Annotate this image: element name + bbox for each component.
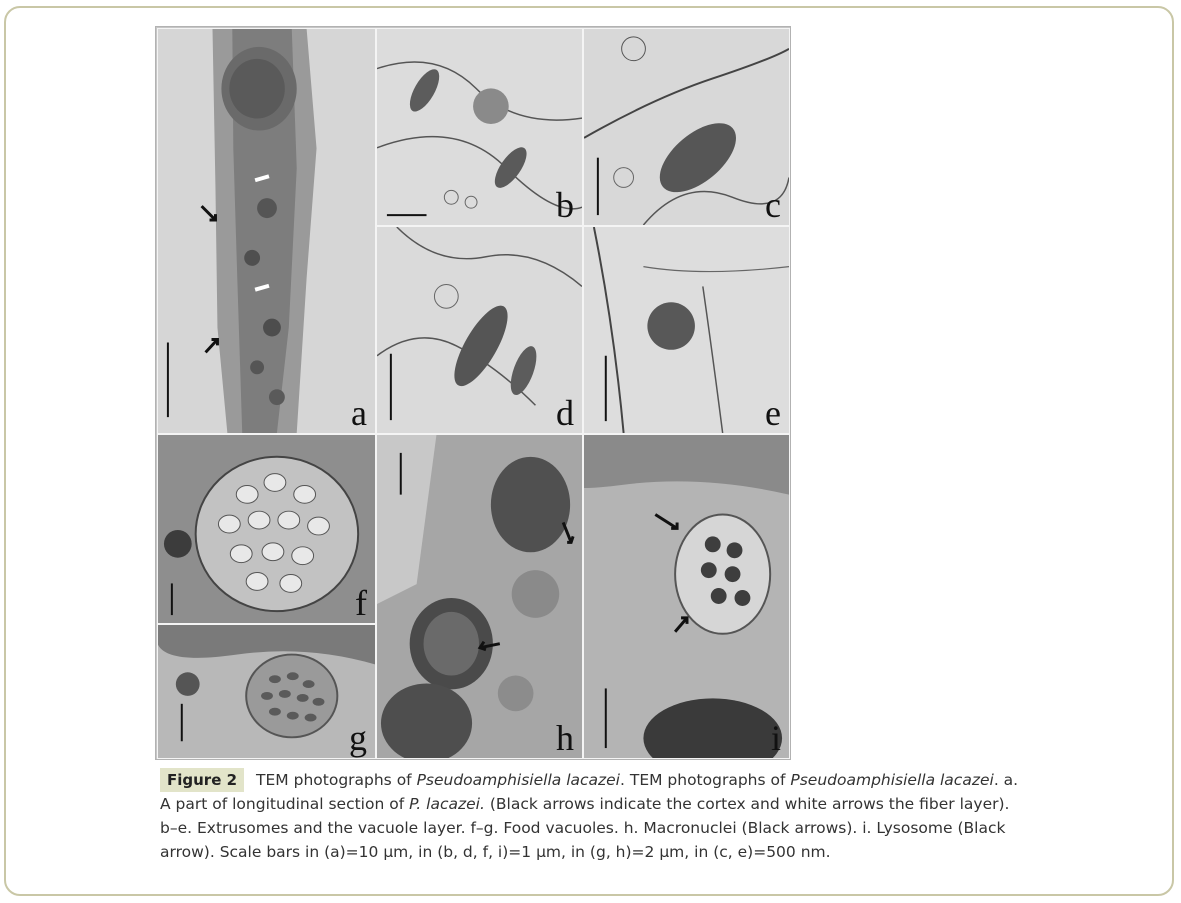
panel-b-micrograph: [377, 29, 582, 225]
panel-f-micrograph: [158, 435, 375, 623]
panel-h: [376, 434, 583, 759]
panel-e: [583, 226, 790, 434]
panel-g: [157, 624, 376, 759]
panel-a: [157, 28, 376, 434]
figure-plate: [155, 26, 791, 760]
panel-e-micrograph: [584, 227, 789, 433]
panel-label-i: i: [770, 718, 781, 758]
panel-label-c: c: [765, 185, 781, 225]
panel-i-micrograph: [584, 435, 789, 758]
panel-a-micrograph: [158, 29, 375, 433]
caption-species-1: Pseudoamphisiella lacazei: [416, 771, 620, 789]
caption-species-2: Pseudoamphisiella lacazei: [790, 771, 994, 789]
panel-d-micrograph: [377, 227, 582, 433]
caption-text-4: (Black arrows indicate the cortex and white arrows the fiber layer). b–e. Extrusomes and the vacuole layer. f–g. Food vacuoles. h. Macronuclei (Black arrows). i. Lysosome (Black arrow). Scale bars in (a)=10 µm, in (b, d, f, i)=1 µm, in (g, h)=2 µm, in (c, e)=500 nm.: [160, 795, 1010, 861]
panel-c-micrograph: [584, 29, 789, 225]
panel-label-b: b: [556, 185, 574, 225]
caption-text-1: TEM photographs of: [256, 771, 417, 789]
panel-label-g: g: [349, 718, 367, 758]
figure-tag: Figure 2: [160, 768, 244, 792]
panel-c: [583, 28, 790, 226]
panel-d: [376, 226, 583, 434]
panel-label-f: f: [355, 583, 367, 623]
panel-label-d: d: [556, 393, 574, 433]
panel-label-h: h: [556, 718, 574, 758]
panel-label-e: e: [765, 393, 781, 433]
panel-b: [376, 28, 583, 226]
panel-h-micrograph: [377, 435, 582, 758]
panel-f: [157, 434, 376, 624]
caption-text-2: . TEM photographs of: [620, 771, 791, 789]
caption-species-3: P. lacazei.: [409, 795, 485, 813]
panel-label-a: a: [351, 393, 367, 433]
caption-text-3: . a. A part of longitudinal section of: [160, 771, 1019, 813]
panel-i: [583, 434, 790, 759]
panel-g-micrograph: [158, 625, 375, 758]
figure-caption: [160, 768, 1030, 864]
